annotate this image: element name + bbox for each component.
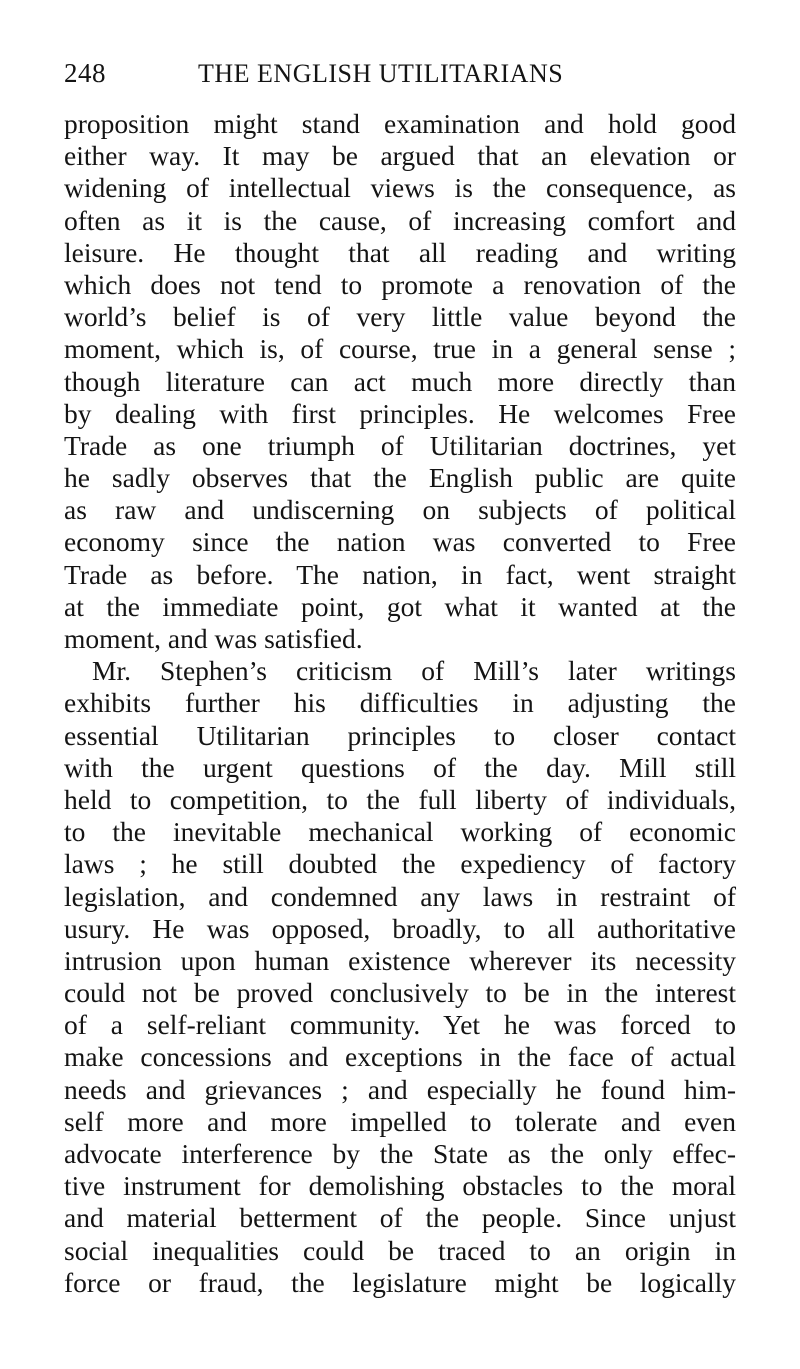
text-line: widening of intellectual views is the consequence, as — [64, 172, 736, 204]
text-line: Mr. Stephen’s criticism of Mill’s later writings — [92, 655, 736, 687]
text-line: usury. He was opposed, broadly, to all authoritative — [64, 912, 736, 944]
text-line: Trade as one triumph of Utilitarian doctrines, yet — [64, 429, 736, 461]
text-line: by dealing with first principles. He welcomes Free — [64, 397, 736, 429]
text-line: force or fraud, the legislature might be logically — [64, 1266, 736, 1298]
text-line: proposition might stand examination and hold good — [64, 108, 736, 139]
page-number: 248 — [64, 58, 106, 88]
text-line: often as it is the cause, of increasing comfort and — [64, 204, 736, 236]
text-line: economy since the nation was converted to Free — [64, 526, 736, 558]
text-line: needs and grievances ; and especially he found him- — [64, 1073, 736, 1105]
text-line: as raw and undiscerning on subjects of political — [64, 494, 736, 526]
body-text — [64, 108, 736, 1299]
text-line: advocate interference by the State as the only effec- — [64, 1138, 736, 1169]
text-line: and material betterment of the people. Since unjust — [64, 1202, 736, 1234]
text-line: legislation, and condemned any laws in restraint of — [64, 880, 736, 912]
text-line: he sadly observes that the English public are quite — [64, 462, 736, 494]
text-line: with the urgent questions of the day. Mill still — [64, 751, 736, 783]
text-line: social inequalities could be traced to an origin in — [64, 1234, 736, 1266]
paragraph-2 — [64, 655, 736, 1299]
text-line: moment, which is, of course, true in a general sense ; — [64, 333, 736, 365]
text-line: essential Utilitarian principles to closer contact — [64, 719, 736, 751]
text-line: at the immediate point, got what it wanted at the — [64, 590, 736, 622]
text-line: either way. It may be argued that an elevation or — [64, 140, 736, 172]
text-line: which does not tend to promote a renovation of the — [64, 268, 736, 300]
text-line: self more and more impelled to tolerate and even — [64, 1105, 736, 1137]
text-line: tive instrument for demolishing obstacles to the moral — [64, 1170, 736, 1202]
text-line: could not be proved conclusively to be in the interest — [64, 977, 736, 1009]
text-line: intrusion upon human existence wherever its necessity — [64, 944, 736, 976]
text-line: to the inevitable mechanical working of economic — [64, 816, 736, 848]
book-page — [64, 58, 736, 1299]
running-title: THE ENGLISH UTILITARIANS — [198, 59, 564, 88]
running-head — [64, 58, 736, 98]
text-line: of a self-reliant community. Yet he was forced to — [64, 1009, 736, 1041]
paragraph-1 — [64, 108, 736, 655]
text-line: exhibits further his difficulties in adjusting the — [64, 687, 736, 719]
text-line: world’s belief is of very little value beyond the — [64, 301, 736, 333]
text-line: make concessions and exceptions in the face of actual — [64, 1041, 736, 1073]
text-line: laws ; he still doubted the expediency of factory — [64, 848, 736, 880]
text-line: Trade as before. The nation, in fact, went straight — [64, 558, 736, 590]
text-line: though literature can act much more directly than — [64, 365, 736, 397]
text-line: leisure. He thought that all reading and writing — [64, 236, 736, 268]
text-line: moment, and was satisfied. — [64, 623, 363, 654]
text-line: held to competition, to the full liberty of individuals, — [64, 783, 736, 815]
